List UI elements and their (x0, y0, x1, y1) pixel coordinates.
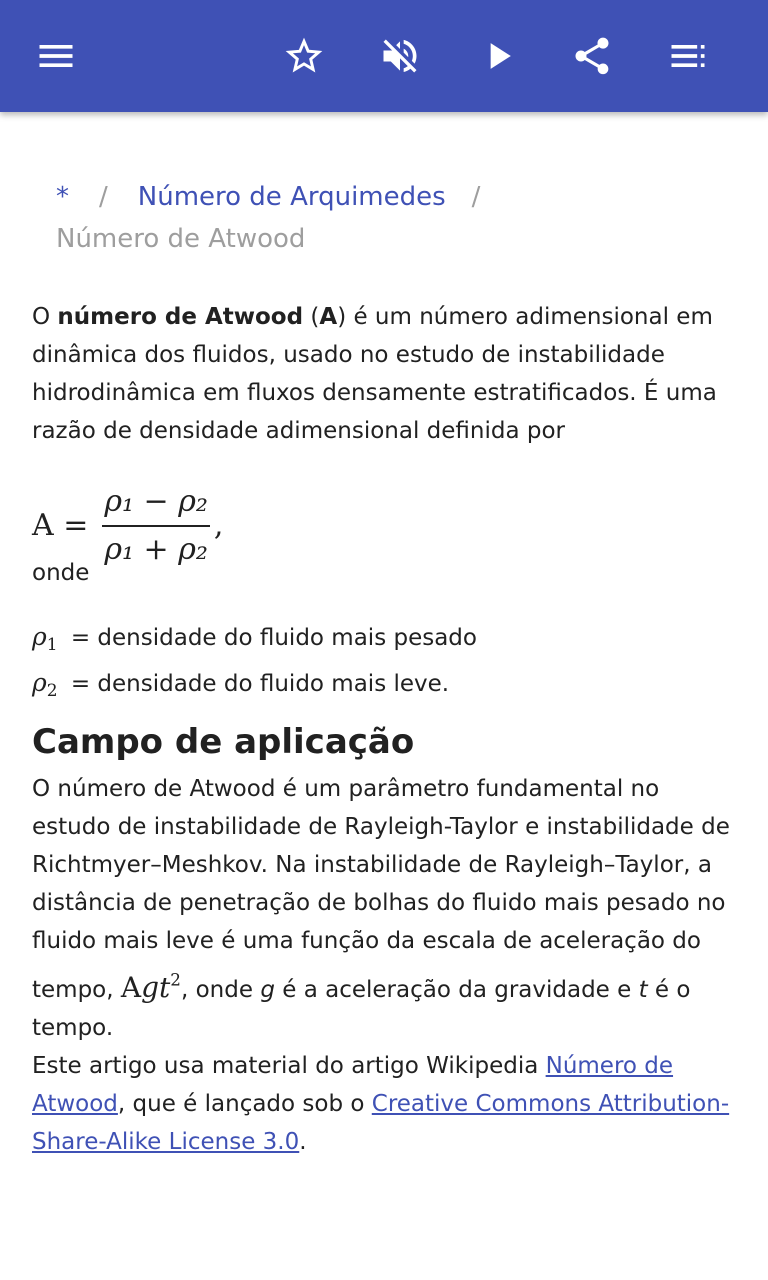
license-link[interactable]: Creative Commons Attribution-Share-Alike License 3.0 (32, 1090, 730, 1155)
app-bar (0, 0, 768, 112)
definition-symbol: $\rho_2$ (32, 668, 58, 702)
atwood-formula (32, 484, 732, 567)
article-content (32, 298, 732, 1161)
formula-trail: , (213, 508, 224, 543)
breadcrumb-root-link[interactable]: * (56, 182, 69, 212)
inline-math: Agt$^2$ (120, 969, 181, 1004)
intro-term: número de Atwood (57, 304, 304, 330)
definitions-list (32, 618, 732, 710)
breadcrumb-separator: / (99, 182, 108, 212)
playlist-icon (666, 34, 710, 78)
share-icon (570, 34, 614, 78)
formula-fraction (102, 483, 210, 569)
section-heading: Campo de aplicação (32, 722, 415, 763)
breadcrumb-parent-link[interactable]: Número de Arquimedes (137, 182, 446, 212)
favorite-button[interactable] (276, 28, 332, 84)
breadcrumb (56, 176, 716, 260)
mute-button[interactable] (372, 28, 428, 84)
play-icon (476, 34, 520, 78)
intro-text: O (32, 304, 58, 330)
section-paragraph: O número de Atwood é um parâmetro fundamental no estudo de instabilidade de Rayleigh-Taylor e instabilidade de Richtmyer–Meshkov. Na instabilidade de Rayleigh–Taylor, a distância de penetração de bolhas do fluido mais pesado no fluido mais leve é uma função da escala de aceleração do tempo, Agt$^2$, onde g é a aceleração da gravidade e t é o tempo. (32, 776, 730, 1041)
onde-text: onde (32, 560, 90, 586)
intro-text: ) é um número adimensional em dinâmica dos fluidos, usado no estudo de instabilidade hidrodinâmica em fluxos densamente estratificados. É uma razão de densidade adimensional definida por (32, 304, 717, 444)
definition-item (32, 618, 732, 664)
breadcrumb-separator: / (471, 182, 481, 212)
play-button[interactable] (470, 28, 526, 84)
definition-symbol: $\rho_1$ (32, 622, 58, 656)
contents-button[interactable] (660, 28, 716, 84)
formula-numerator: ρ₁ − ρ₂ (102, 483, 210, 527)
definition-text: = densidade do fluido mais pesado (70, 625, 477, 651)
formula-lhs: A = (32, 508, 89, 543)
formula-denominator: ρ₁ + ρ₂ (104, 532, 208, 567)
volume-off-icon (378, 34, 422, 78)
intro-symbol: A (319, 304, 338, 330)
menu-icon (34, 34, 78, 78)
attribution-paragraph: Este artigo usa material do artigo Wikipedia Número de Atwood, que é lançado sob o Creative Commons Attribution-Share-Alike License 3.0. (32, 1052, 730, 1155)
intro-paragraph (32, 298, 732, 450)
menu-button[interactable] (28, 28, 84, 84)
definition-text: = densidade do fluido mais leve. (70, 671, 450, 698)
star-icon (282, 34, 326, 78)
breadcrumb-current: Número de Atwood (56, 224, 306, 254)
intro-text: ( (303, 304, 320, 330)
source-article-link[interactable]: Número de Atwood (32, 1052, 674, 1117)
definition-item (32, 664, 732, 710)
share-button[interactable] (564, 28, 620, 84)
